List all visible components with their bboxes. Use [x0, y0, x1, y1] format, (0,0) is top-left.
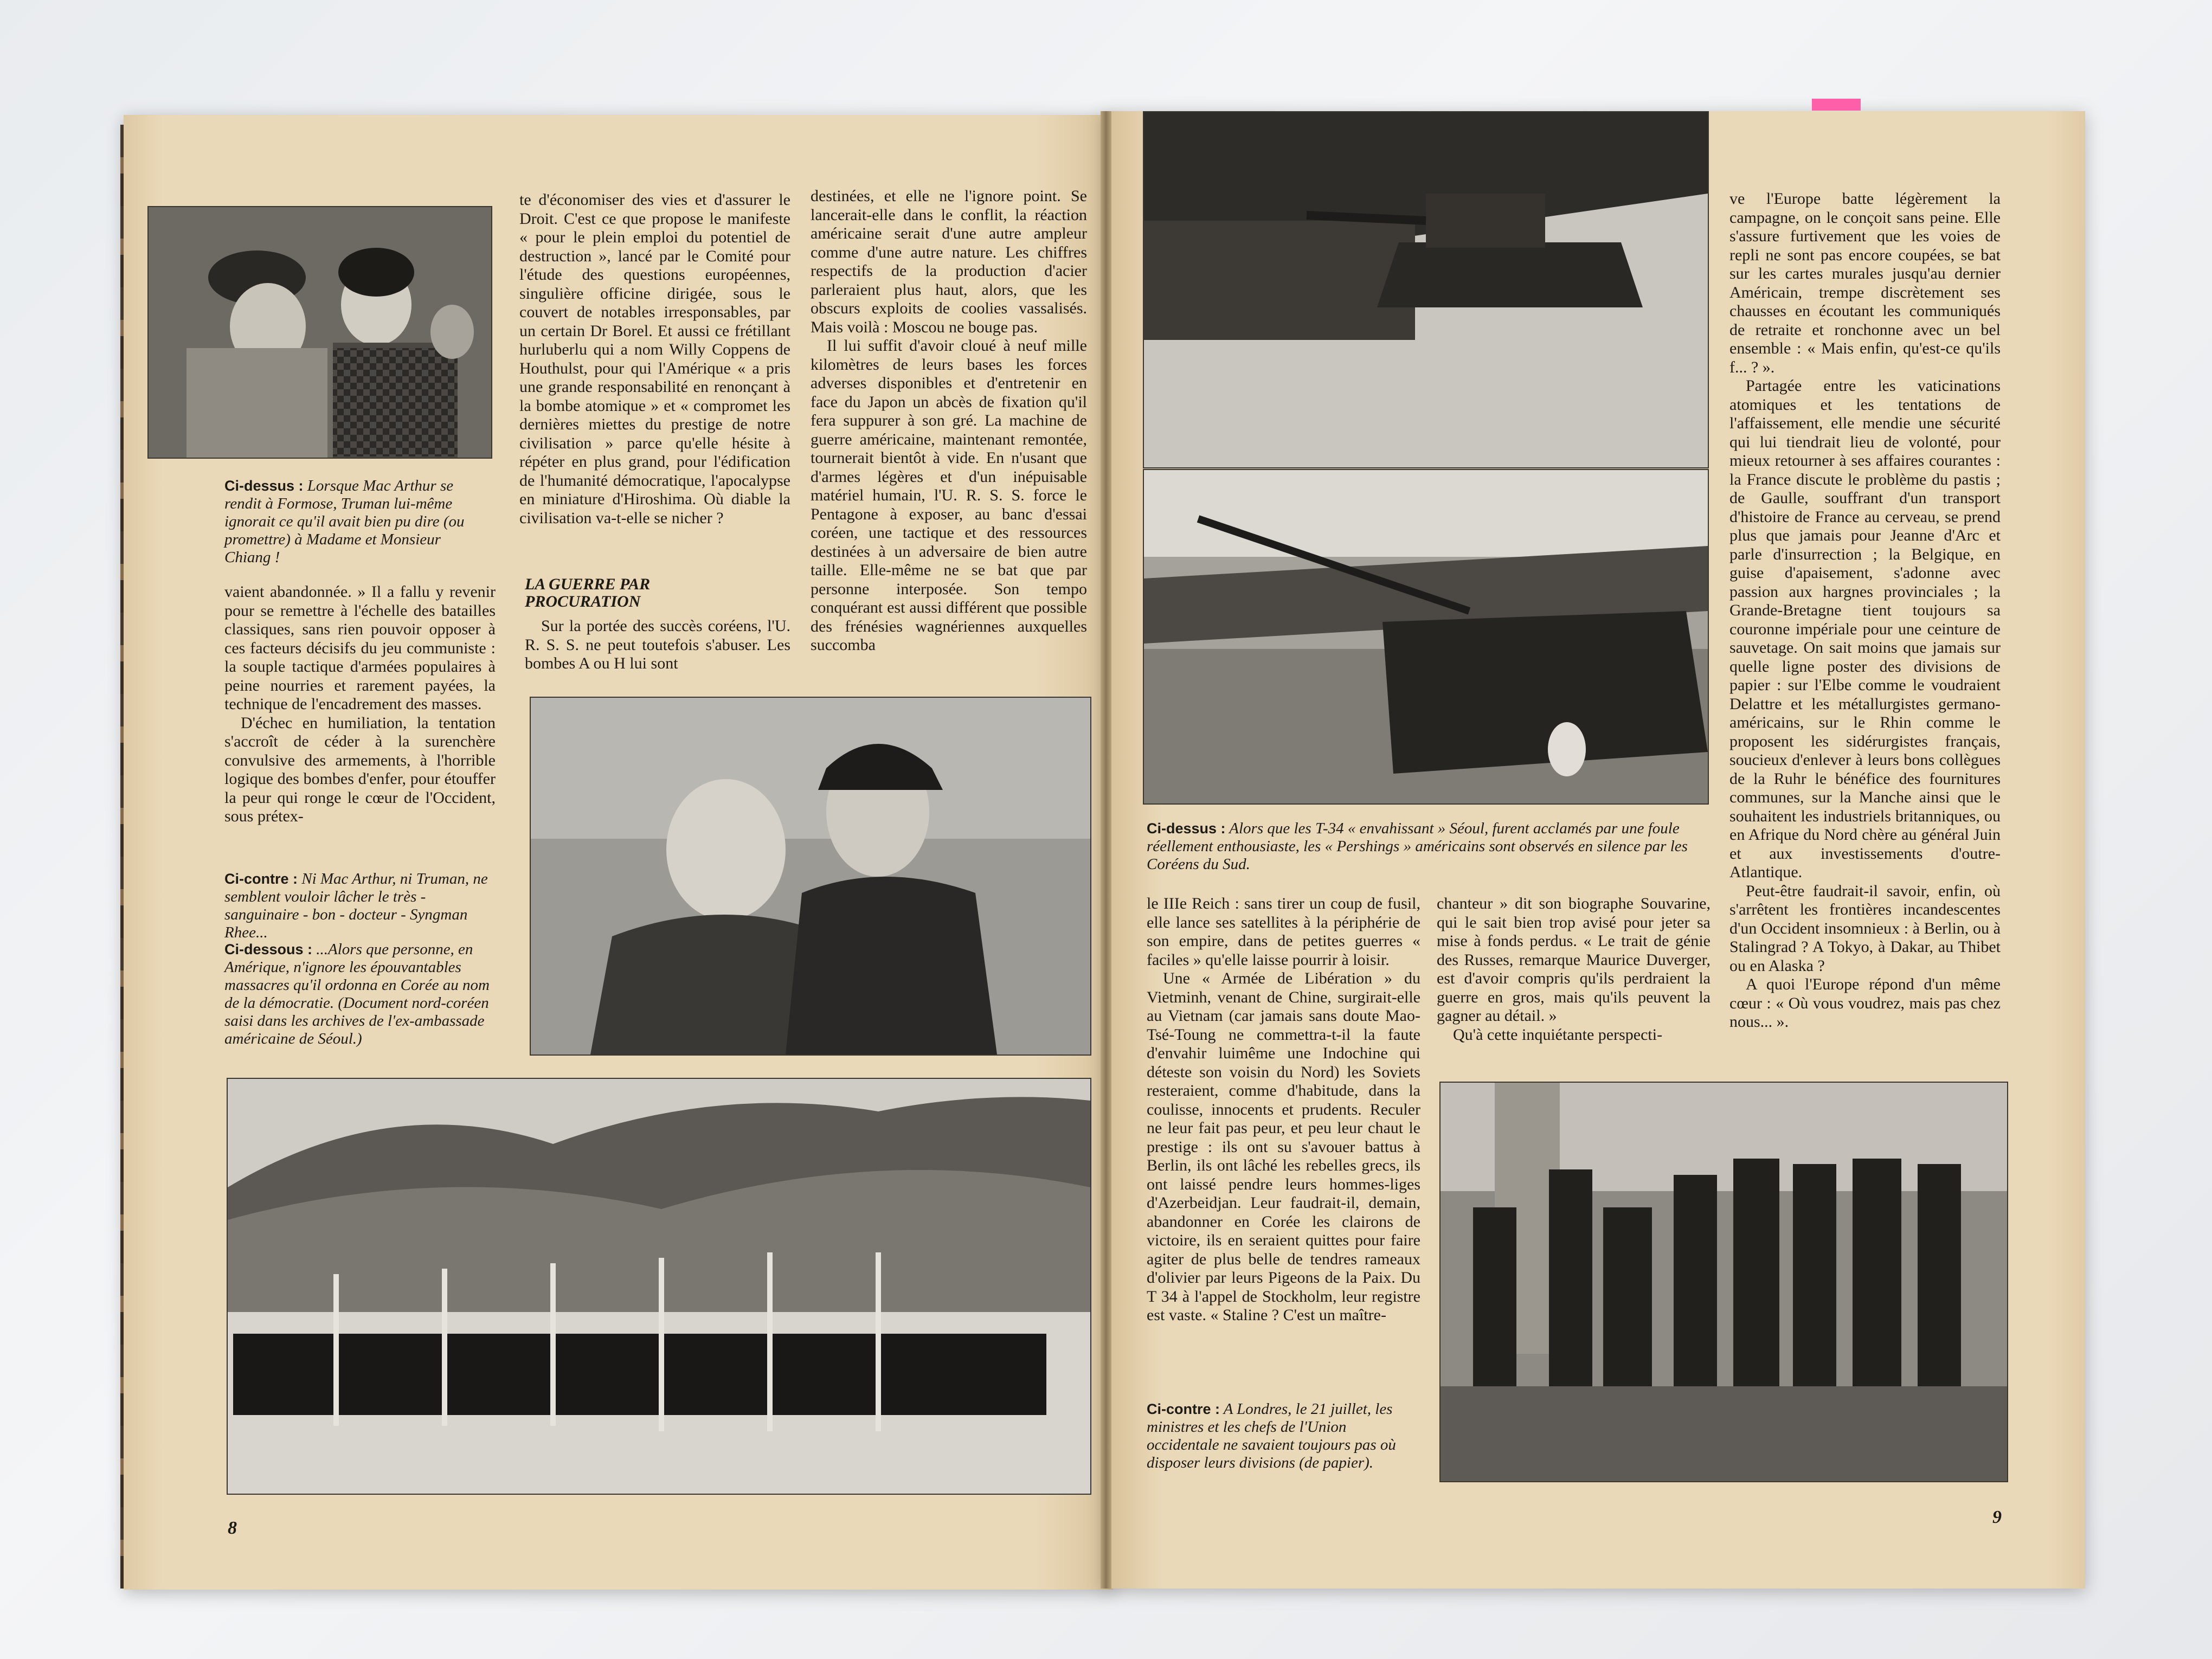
caption-label: Ci-dessus :: [224, 478, 304, 494]
left-col2-top: [519, 191, 790, 528]
paragraph: A quoi l'Europe répond d'un même cœur : « Où vous voudrez, mais pas chez nous... ».: [1729, 975, 2001, 1031]
left-col2-after-heading: [525, 617, 790, 673]
paragraph: Une « Armée de Libération » du Vietminh, venant de Chine, surgirait-elle au Vietnam (car jamais sans doute Mao-Tsé-Toung ne commettra-t-il la faute d'envahir luimême une Indochine qui déteste son voisin du Nord) les Soviets resteraient, comme d'habitude, dans la coulisse, innocents et prudents. Reculer ne leur fait pas peur, et peu leur chaut le prestige : ils ont su s'avouer battus à Berlin, ils ont lâché les rebelles grecs, ils ont laissé pendre leurs hommes-liges d'Azerbeidjan. Leur faudrait-il, demain, abandonner en Corée les clairons de victoire, ils en seraient quittes pour faire agiter de plus belle de tendres rameaux d'olivier par leurs Pigeons de la Paix. Du T 34 à l'appel de Stockholm, leur registre est vaste. « Staline ? C'est un maître-: [1147, 969, 1420, 1324]
photo-t34-tank-seoul: [1143, 111, 1709, 468]
paragraph: Partagée entre les vaticinations atomiques et les tentations de l'affaissement, elle mendie une sécurité qui lui tiendrait lieu de volonté, pour mieux retourner à ses affaires courantes : la France discute le problème du pastis ; de Gaulle, souffrant d'un transport d'histoire de France au cerveau, se prend plus que jamais pour Jeanne d'Arc et parle d'insurrection ; la Belgique, en guise d'apaisement, s'adonne avec passion aux hargnes provinciales ; la Grande-Bretagne tient toujours sa couronne impériale pour une ceinture de sauvetage. On sait moins que jamais sur quelle ligne poster des divisions de papier : sur l'Elbe comme le voudraient Delattre et les métallurgistes germano-américains, sur le Rhin comme le proposent les sidérurgistes français, soucieux d'enlever à leurs bons collègues de la Ruhr le bénéfice des fournitures communes, sur la Manche ainsi que le souhaitent les industriels britanniques, ou en Afrique du Nord chère au général Juin et aux investissements d'outre-Atlantique.: [1729, 377, 2001, 881]
paragraph: Il lui suffit d'avoir cloué à neuf mille kilomètres de leurs bases les forces adverses disponibles et d'entretenir en face du Japon un abcès de fixation qu'il fera suppurer à son gré. La machine de guerre américaine, maintenant remontée, tournerait bientôt à vide. En n'usant que d'armes légères et d'un inépuisable matériel humain, l'U. R. S. S. force le Pentagone à exposer, au banc d'essai coréen, une tactique et des ressources destinées à un adversaire de bien autre taille. Elle-même ne se bat que par personne interposée. Son tempo conquérant est aussi différent que possible des frénésies wagnériennes auxquelles succomba: [811, 337, 1087, 654]
caption-text: Ni Mac Arthur, ni Truman, ne semblent vouloir lâcher le très - sanguinaire - bon - docteur - Syngman Rhee...: [224, 870, 488, 941]
paragraph: le IIIe Reich : sans tirer un coup de fusil, elle lance ses satellites à la périphérie de son empire, dans de petites guerres « faciles » qu'elle laisse pourrir à loisir.: [1147, 895, 1420, 969]
caption-label: Ci-contre :: [224, 871, 298, 887]
caption-label: Ci-dessous :: [224, 941, 313, 957]
caption-text: Lorsque Mac Arthur se rendit à Formose, Truman lui-même ignorait ce qu'il avait bien pu dire (ou promettre) à Madame et Monsieur Chiang !: [224, 477, 465, 566]
caption-rhee: [224, 870, 496, 942]
caption-london: [1147, 1400, 1418, 1472]
paragraph: Peut-être faudrait-il savoir, enfin, où s'arrêtent les frontières incandescentes d'un Occident insomnieux : à Berlin, ou à Stalingrad ? A Tokyo, à Dakar, au Thibet ou en Alaska ?: [1729, 882, 2001, 975]
pink-sticky-tab: [1812, 99, 1861, 111]
photo-mac-arthur-chiang: [147, 206, 492, 459]
caption-text: ...Alors que personne, en Amérique, n'ignore les épouvantables massacres qu'il ordonna en Corée au nom de la démocratie. (Document nord-coréen saisi dans les archives de l'ex-ambassade américaine de Séoul.): [224, 941, 490, 1047]
page-number-right: 9: [1992, 1507, 2002, 1527]
caption-text: Alors que les T-34 « envahissant » Séoul, furent acclamés par une foule réellement enthousiaste, les « Pershings » américains sont observés en silence par les Coréens du Sud.: [1147, 820, 1688, 873]
paragraph: chanteur » dit son biographe Souvarine, qui le sait bien trop avisé pour jeter sa mise à fonds perdus. « Le trait de génie des Russes, remarque Maurice Duverger, est d'avoir compris qu'ils perdraient la guerre en gros, mais qu'ils peuvent la gagner au détail. »: [1437, 895, 1711, 1025]
left-col1-bottom: [224, 583, 496, 826]
paragraph: Qu'à cette inquiétante perspecti-: [1453, 1025, 1663, 1044]
photo-korean-execution: [227, 1078, 1091, 1495]
paragraph: vaient abandonnée. » Il a fallu y revenir pour se remettre à l'échelle des batailles classiques, sans rien pouvoir opposer à ces facteurs décisifs du jeu communiste : la souple tactique d'armées populaires à peine nourries et rarement payées, la technique de l'encadrement des masses.: [224, 583, 496, 713]
paragraph: ve l'Europe batte légèrement la campagne, on le conçoit sans peine. Elle s'assure furtivement que les voies de repli ne sont pas encore coupées, se bat sur les cartes murales jusqu'au dernier Américain, trempe discrètement ses chausses en écoutant les communiqués de retraite et ronchonne avec un bel ensemble : « Mais enfin, qu'est-ce qu'ils f... ? ».: [1729, 190, 2001, 376]
caption-tanks: [1147, 820, 1702, 873]
left-col3-top: [811, 187, 1087, 655]
photo-london-ministers: [1439, 1082, 2008, 1482]
photo-syngman-rhee-mac-arthur: [530, 697, 1091, 1056]
paragraph: Sur la portée des succès coréens, l'U. R. S. S. ne peut toutefois s'abuser. Les bombes A ou H lui sont: [525, 617, 790, 672]
page-number-left: 8: [228, 1518, 237, 1538]
caption-label: Ci-contre :: [1147, 1401, 1220, 1417]
right-col3: [1729, 190, 2001, 1032]
caption-massacre: [224, 941, 496, 1048]
right-col2: [1437, 895, 1711, 1044]
photo-pershing-tanks: [1143, 469, 1709, 805]
paragraph: destinées, et elle ne l'ignore point. Se lancerait-elle dans le conflit, la réaction américaine serait d'une autre ampleur comme d'une autre nature. Les chiffres respectifs de la production d'acier parleraient plus haut, alors, que les obscurs exploits de coolies vassalisés. Mais voilà : Moscou ne bouge pas.: [811, 187, 1087, 336]
magazine-spine: [1101, 111, 1111, 1589]
paragraph: D'échec en humiliation, la tentation s'accroît de céder à la surenchère convulsive des armements, à l'horrible logique des bombes d'enfer, pour étouffer la peur qui ronge le cœur de l'Occident, sous prétex-: [224, 713, 496, 825]
caption-text: A Londres, le 21 juillet, les ministres et les chefs de l'Union occidentale ne savaient toujours pas où disposer leurs divisions (de papier).: [1147, 1400, 1396, 1471]
caption-mac-arthur: [224, 477, 490, 567]
caption-label: Ci-dessus :: [1147, 820, 1226, 837]
section-heading: LA GUERRE PAR PROCURATION: [525, 575, 651, 610]
right-col1: [1147, 895, 1420, 1325]
paragraph: te d'économiser des vies et d'assurer le Droit. C'est ce que propose le manifeste « pour le plein emploi du potentiel de destruction », lancé par le Comité pour l'étude des questions européennes, singulière officine dirigée, sous le couvert de notables irresponsables, par un certain Dr Borel. Et aussi ce frétillant hurluberlu qui a nom Willy Coppens de Houthulst, pour qui l'Amérique « a pris une grande responsabilité en renonçant à la bombe atomique » et « compromet les dernières miettes du prestige de notre civilisation » parce qu'elle hésite à répéter en plus grand, pour l'édification de l'humanité démocratique, l'apocalypse en miniature d'Hiroshima. Où diable la civilisation va-t-elle se nicher ?: [519, 191, 790, 527]
